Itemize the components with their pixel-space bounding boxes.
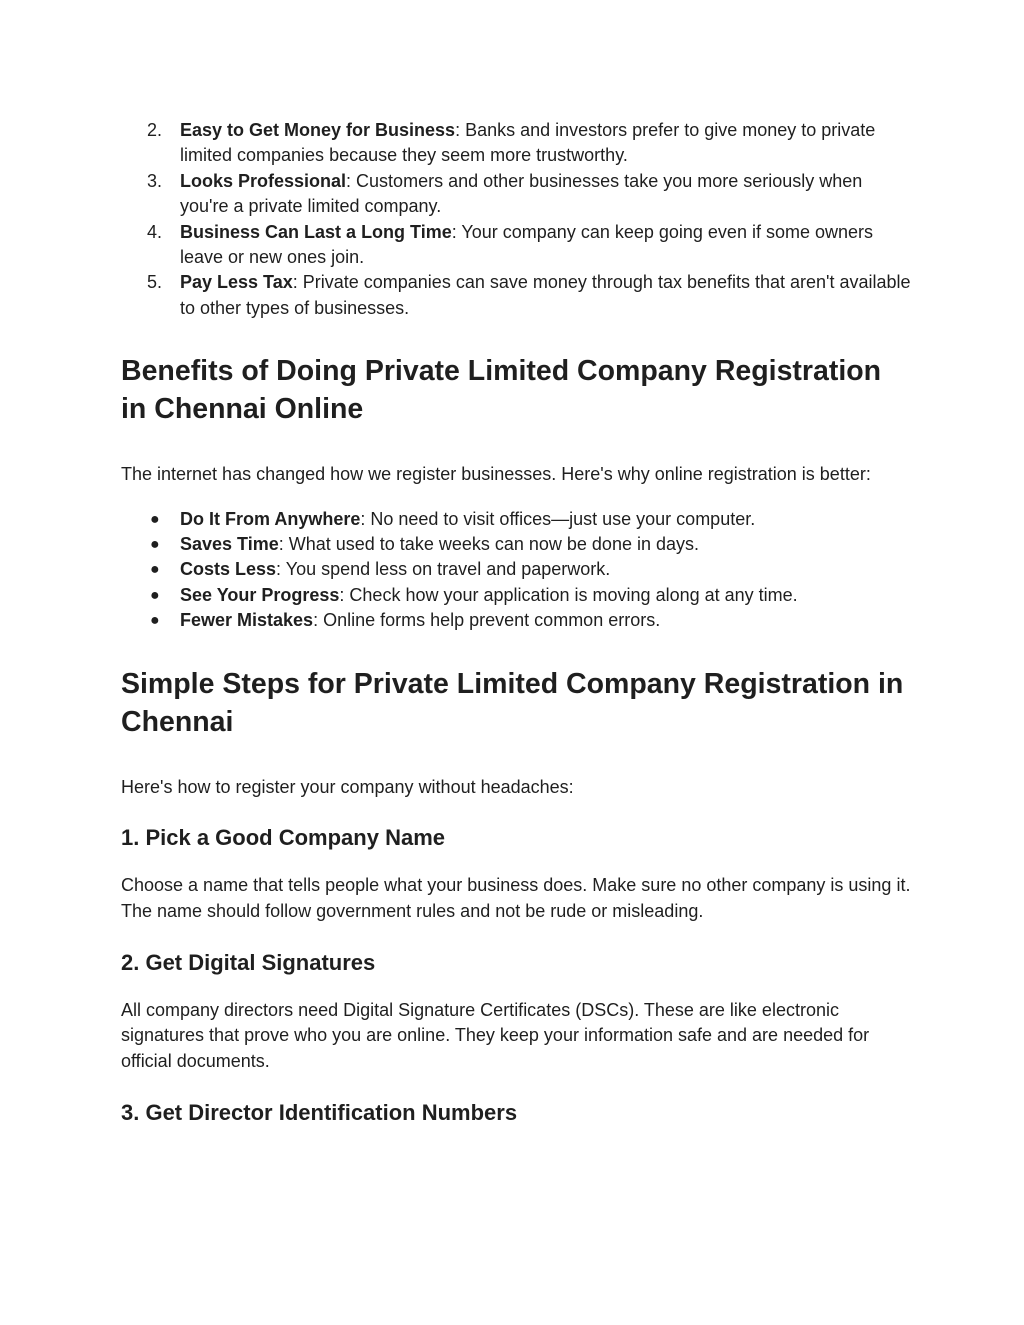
bullet-icon: ● <box>150 612 160 630</box>
advantages-numbered-list <box>121 118 911 321</box>
step3-heading: 3. Get Director Identification Numbers <box>121 1100 518 1126</box>
list-item-term: Costs Less <box>180 559 277 580</box>
list-item <box>121 270 911 321</box>
list-item-term: Easy to Get Money for Business <box>180 120 456 140</box>
list-item <box>121 169 911 220</box>
list-item-text: : Your company can keep going even if some owners leave or new ones join. <box>180 221 873 268</box>
list-number: 2. <box>147 120 163 140</box>
list-number: 4. <box>147 221 163 242</box>
benefits-heading: Benefits of Doing Private Limited Company Registration in Chennai Online <box>121 355 882 426</box>
list-item <box>121 608 911 633</box>
list-number: 5. <box>147 272 163 293</box>
list-number: 3. <box>147 170 163 191</box>
list-item-text: : Customers and other businesses take you more seriously when you're a private limited company. <box>180 170 863 217</box>
list-item-text: : You spend less on travel and paperwork. <box>276 559 611 580</box>
bullet-icon: ● <box>150 586 160 604</box>
bullet-icon: ● <box>150 561 160 579</box>
list-item-term: Looks Professional <box>180 170 347 191</box>
step2-body: All company directors need Digital Signature Certificates (DSCs). These are like electronic signatures that prove who you are online. They keep your information safe and are needed for official documents. <box>121 999 870 1071</box>
list-item-term: Business Can Last a Long Time <box>180 221 452 242</box>
document-page <box>121 118 911 1128</box>
list-item-term: See Your Progress <box>180 584 340 605</box>
list-item-term: Do It From Anywhere <box>180 508 361 529</box>
steps-heading: Simple Steps for Private Limited Company Registration in Chennai <box>121 667 904 738</box>
benefits-bullet-list <box>121 507 911 634</box>
list-item <box>121 557 911 582</box>
list-item <box>121 583 911 608</box>
list-item <box>121 532 911 557</box>
list-item-term: Saves Time <box>180 534 279 555</box>
list-item-term: Fewer Mistakes <box>180 610 314 631</box>
step2-heading: 2. Get Digital Signatures <box>121 949 376 975</box>
steps-intro: Here's how to register your company without headaches: <box>121 776 574 797</box>
list-item <box>121 220 911 271</box>
list-item-text: : What used to take weeks can now be done in days. <box>278 534 699 555</box>
bullet-icon: ● <box>150 536 160 554</box>
list-item-term: Pay Less Tax <box>180 272 293 293</box>
list-item <box>121 118 911 169</box>
step1-body: Choose a name that tells people what your business does. Make sure no other company is using it. The name should follow government rules and not be rude or misleading. <box>121 875 911 921</box>
list-item-text: : Banks and investors prefer to give money to private limited companies because they seem more trustworthy. <box>180 120 876 166</box>
list-item-text: : Check how your application is moving along at any time. <box>339 584 798 605</box>
list-item-text: : Private companies can save money through tax benefits that aren't available to other types of businesses. <box>180 272 911 318</box>
list-item-text: : Online forms help prevent common errors. <box>313 610 661 631</box>
list-item <box>121 507 911 532</box>
list-item-text: : No need to visit offices—just use your computer. <box>360 508 756 529</box>
bullet-icon: ● <box>150 510 160 528</box>
step1-heading: 1. Pick a Good Company Name <box>121 825 445 851</box>
benefits-intro: The internet has changed how we register businesses. Here's why online registration is better: <box>121 464 871 485</box>
